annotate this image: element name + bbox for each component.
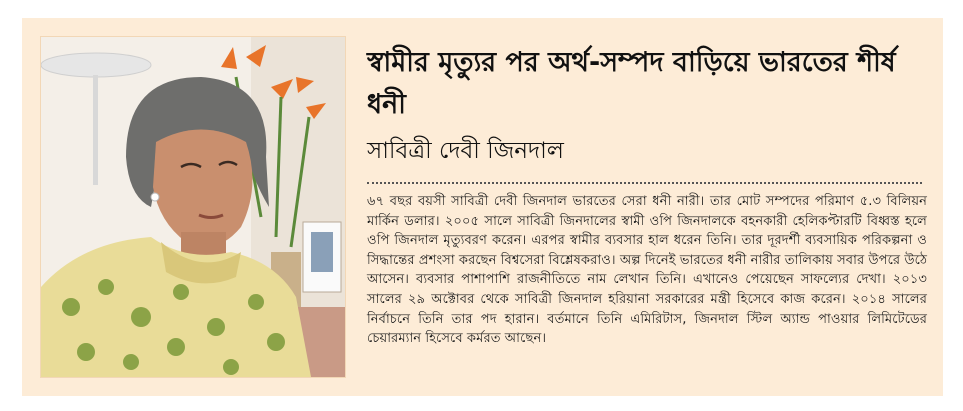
dotted-divider <box>367 182 922 184</box>
headline: স্বামীর মৃত্যুর পর অর্থ-সম্পদ বাড়িয়ে ভারতের শীর্ষ ধনী <box>367 47 896 120</box>
article-card <box>22 18 943 396</box>
article-body: ৬৭ বছর বয়সী সাবিত্রী দেবী জিনদাল ভারতের সেরা ধনী নারী। তার মোট সম্পদের পরিমাণ ৫.৩ বিলিয়ন মার্কিন ডলার। ২০০৫ সালে সাবিত্রী জিনদালের স্বামী ওপি জিনদালকে বহনকারী হেলিকপ্টারটি বিধ্বস্ত হলে ওপি জিনদাল মৃত্যুবরণ করেন। এরপর স্বামীর ব্যবসার হাল ধরেন তিনি। তার দূরদর্শী ব্যবসায়িক পরিকল্পনা ও সিদ্ধান্তের প্রশংসা করছেন বিশ্বসেরা বিশ্লেষকরাও। অল্প দিনেই ভারতের ধনী নারীর তালিকায় সবার উপরে উঠে আসেন। ব্যবসার পাশাপাশি রাজনীতিতে নাম লেখান তিনি। এখানেও পেয়েছেন সাফল্যের দেখা। ২০১৩ সালের ২৯ অক্টোবর থেকে সাবিত্রী জিনদাল হরিয়ানা সরকারের মন্ত্রী হিসেবে কাজ করেন। ২০১৪ সালের নির্বাচনে তিনি তার পদ হারান। বর্তমানে তিনি এমিরিটাস, জিনদাল স্টিল অ্যান্ড পাওয়ার লিমিটেডের চেয়ারম্যান হিসেবে কর্মরত আছেন। <box>367 194 927 347</box>
subject-name: সাবিত্রী দেবী জিনদাল <box>367 138 564 164</box>
portrait-photo <box>40 36 346 378</box>
